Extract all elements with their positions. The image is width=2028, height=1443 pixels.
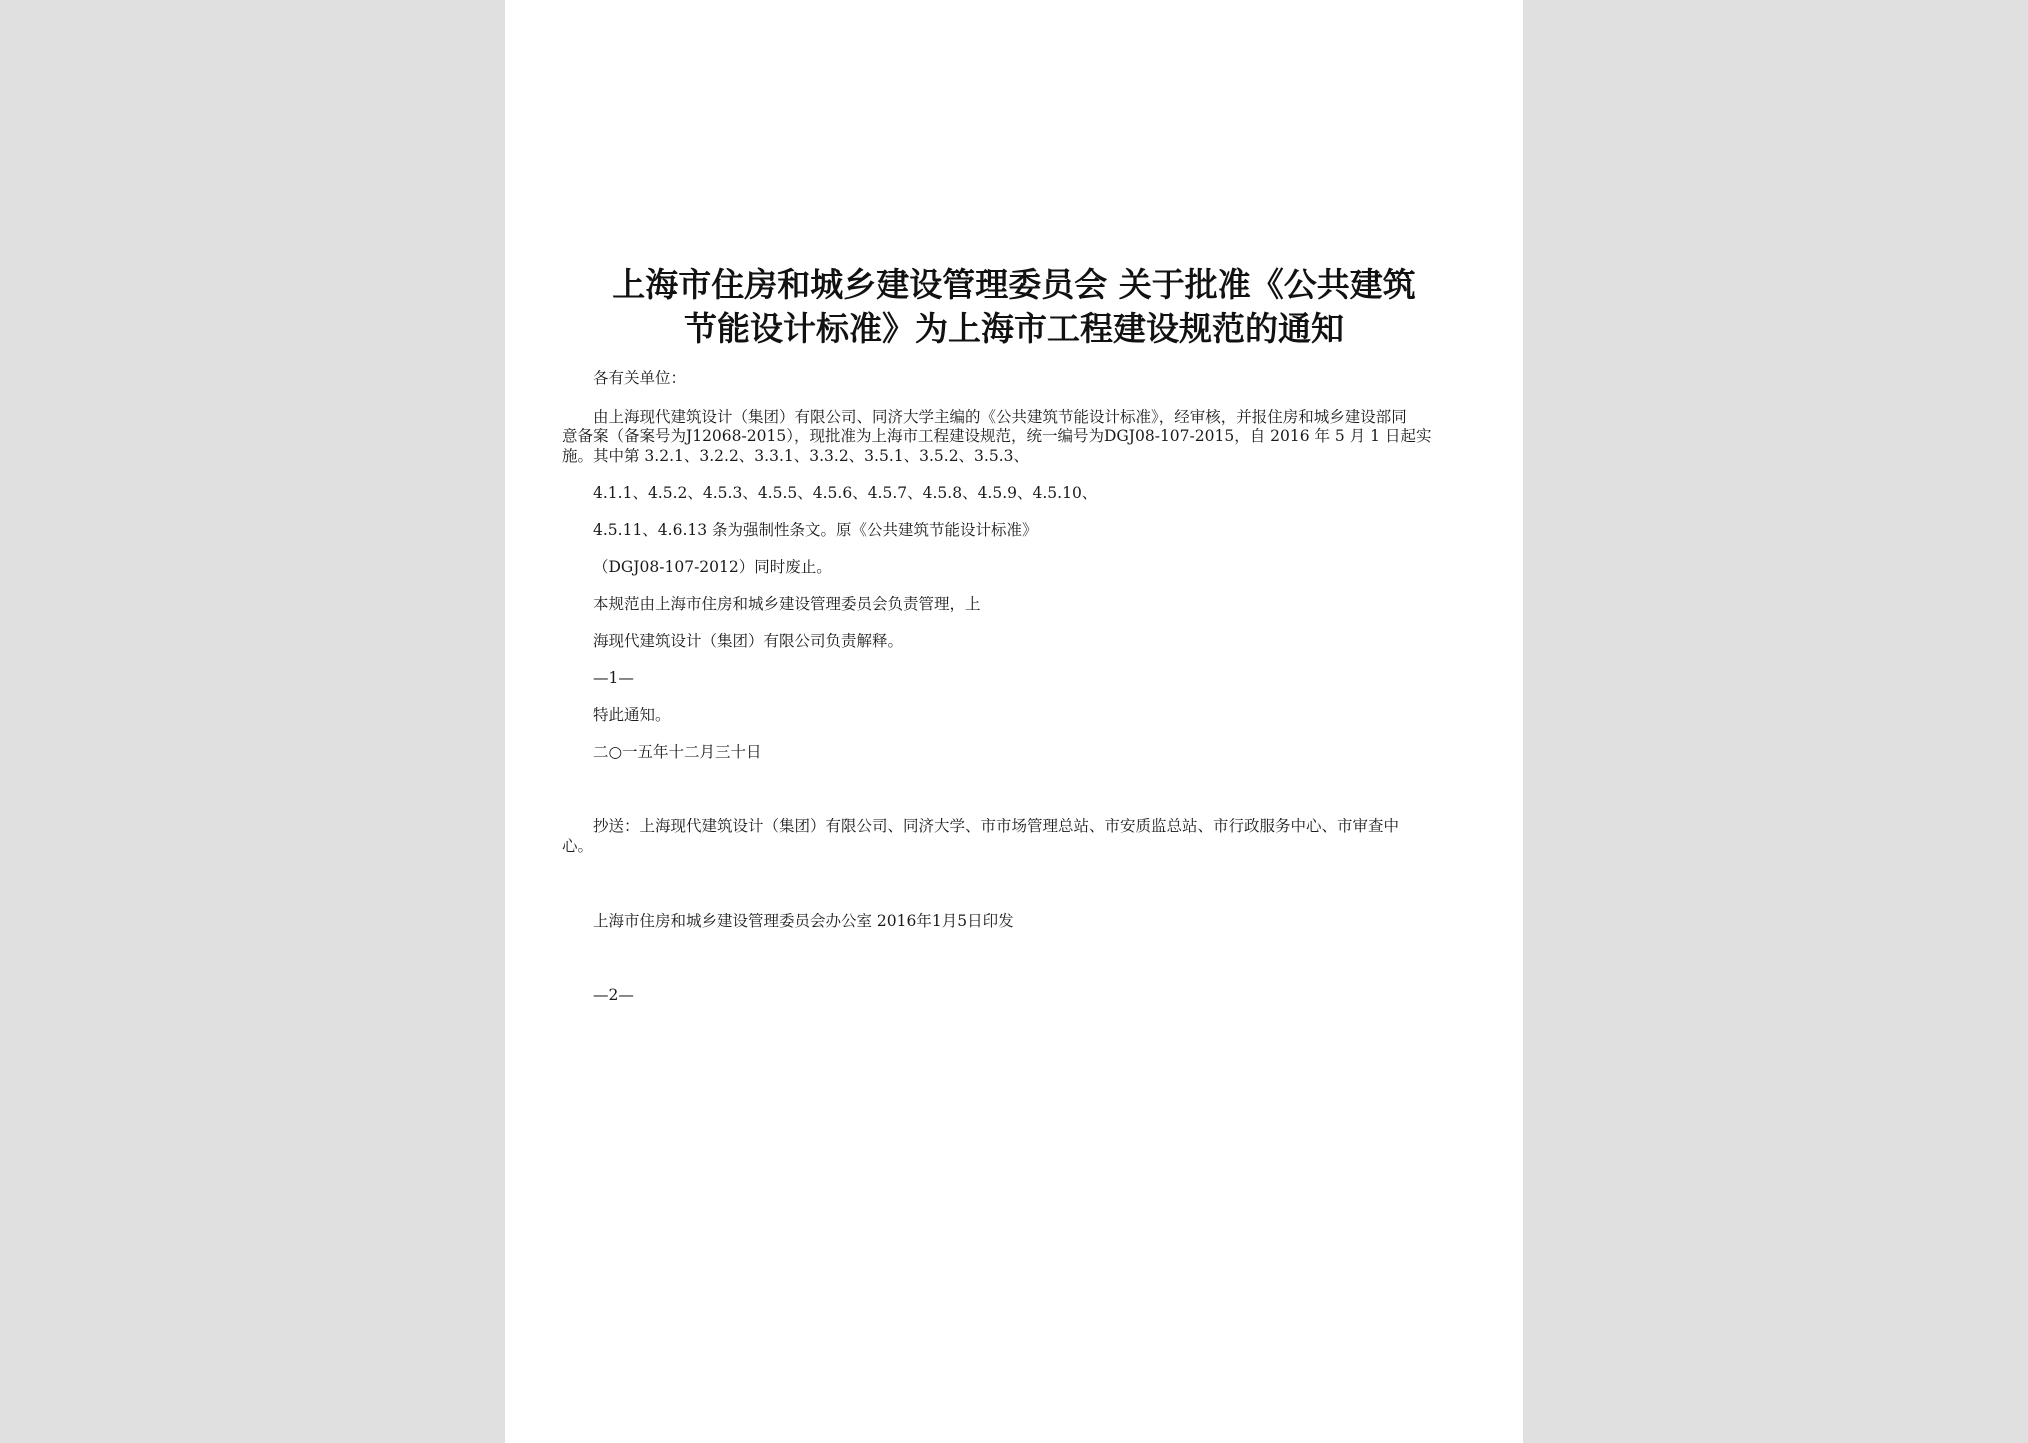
document-body (505, 0, 1523, 1443)
document-page (505, 0, 1523, 1443)
abolish-line: （DGJ08-107-2012）同时废止。 (593, 558, 832, 576)
cc-line-2: 心。 (562, 837, 594, 855)
management-line-2: 海现代建筑设计（集团）有限公司负责解释。 (593, 632, 904, 650)
cc-line-1: 抄送：上海现代建筑设计（集团）有限公司、同济大学、市市场管理总站、市安质监总站、市行政服务中心、市审查中 (593, 817, 1400, 835)
paragraph-1-line-2: 意备案（备案号为J12068-2015），现批准为上海市工程建设规范，统一编号为DGJ08-107-2015，自 2016 年 5 月 1 日起实 (562, 427, 1432, 445)
issuer-line: 上海市住房和城乡建设管理委员会办公室 2016年1月5日印发 (593, 912, 1014, 930)
closing-line: 特此通知。 (593, 706, 671, 724)
paragraph-1-line-1: 由上海现代建筑设计（集团）有限公司、同济大学主编的《公共建筑节能设计标准》，经审核，并报住房和城乡建设部同 (593, 408, 1407, 426)
paragraph-1-line-3: 施。其中第 3.2.1、3.2.2、3.3.1、3.3.2、3.5.1、3.5.2、3.5.3、 (562, 447, 1029, 465)
issue-date: 二○一五年十二月三十日 (593, 743, 762, 761)
management-line-1: 本规范由上海市住房和城乡建设管理委员会负责管理，上 (593, 595, 981, 613)
document-title-line-2: 节能设计标准》为上海市工程建设规范的通知 (684, 309, 1344, 348)
page-number-1: —1— (593, 669, 634, 687)
clauses-line-2: 4.5.11、4.6.13 条为强制性条文。原《公共建筑节能设计标准》 (593, 521, 1038, 539)
clauses-line: 4.1.1、4.5.2、4.5.3、4.5.5、4.5.6、4.5.7、4.5.8、4.5.9、4.5.10、 (593, 484, 1098, 502)
salutation: 各有关单位： (593, 369, 687, 387)
document-title-line-1: 上海市住房和城乡建设管理委员会 关于批准《公共建筑 (612, 265, 1416, 304)
page-number-2: —2— (593, 986, 634, 1004)
